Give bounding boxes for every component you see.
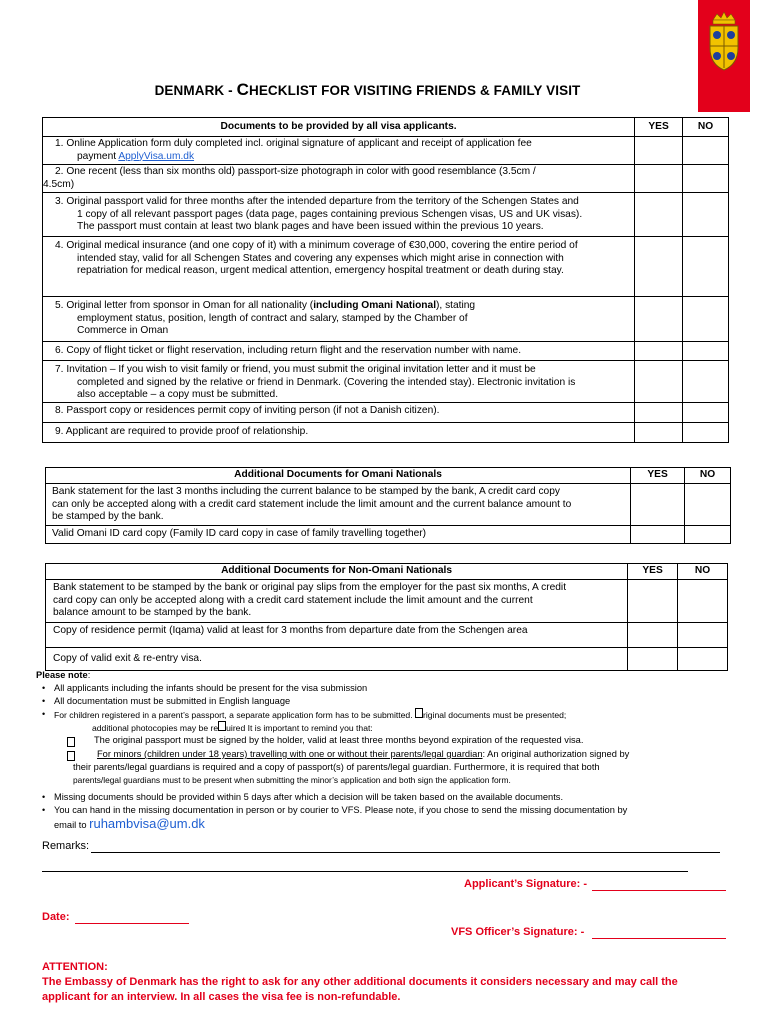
yes-column-header: YES bbox=[628, 564, 678, 580]
remarks-label: Remarks: bbox=[42, 840, 90, 852]
table-row bbox=[43, 165, 729, 193]
note-subitem: their parents/legal guardians is required and a copy of passport(s) of parents/legal guardian. Furthermore, it is required that both bbox=[73, 762, 600, 772]
row-text: ), stating bbox=[436, 300, 476, 311]
table-row bbox=[46, 484, 731, 526]
coat-of-arms-logo bbox=[705, 12, 743, 72]
row-text: balance amount to be stamped by the bank. bbox=[53, 607, 252, 619]
yes-column-header: YES bbox=[631, 468, 685, 484]
date-label: Date: bbox=[42, 911, 70, 923]
no-checkbox-cell[interactable] bbox=[683, 423, 729, 443]
row-text: 4. Original medical insurance (and one copy of it) with a minimum coverage of €30,000, covering the entire period of bbox=[55, 240, 578, 251]
yes-column-header: YES bbox=[635, 118, 683, 137]
yes-checkbox-cell[interactable] bbox=[628, 580, 678, 623]
row-text: Copy of valid exit & re-entry visa. bbox=[53, 653, 202, 664]
note-item: additional photocopies may be re bbox=[92, 723, 219, 733]
yes-checkbox-cell[interactable] bbox=[628, 623, 678, 648]
row-text: Bank statement for the last 3 months including the current balance to be stamped by the bank, A credit card copy bbox=[52, 486, 560, 497]
yes-checkbox-cell[interactable] bbox=[635, 237, 683, 297]
please-note-title: Please note bbox=[36, 670, 88, 680]
checklist-table-all-applicants bbox=[42, 117, 729, 443]
row-text: 1 copy of all relevant passport pages (data page, pages containing previous Schengen visas, US and UK visas). bbox=[77, 208, 583, 220]
page-title: DENMARK - CHECKLIST FOR VISITING FRIENDS & FAMILY VISIT bbox=[154, 80, 581, 99]
note-item: email to bbox=[54, 820, 90, 830]
row-text: employment status, position, length of contract and salary, stamped by the Chamber of bbox=[77, 312, 468, 324]
row-text: 2. One recent (less than six months old) passport-size photograph in color with good resemblance (3.5cm / bbox=[55, 166, 536, 177]
vfs-officer-signature-line[interactable] bbox=[592, 938, 726, 939]
checkbox-icon bbox=[415, 708, 423, 718]
no-checkbox-cell[interactable] bbox=[678, 648, 728, 671]
row-text: completed and signed by the relative or friend in Denmark. (Covering the intended stay). Electronic invitation is bbox=[77, 376, 576, 388]
no-checkbox-cell[interactable] bbox=[678, 580, 728, 623]
row-text: payment bbox=[77, 150, 119, 162]
no-checkbox-cell[interactable] bbox=[683, 165, 729, 193]
bullet-icon: • bbox=[42, 709, 46, 719]
no-checkbox-cell[interactable] bbox=[683, 137, 729, 165]
note-subitem: parents/legal guardians must to be present when submitting the minor’s application and both sign the application form. bbox=[73, 775, 511, 785]
note-item: uired It is important to remind you that: bbox=[226, 723, 373, 733]
table-row bbox=[43, 297, 729, 342]
yes-checkbox-cell[interactable] bbox=[631, 526, 685, 544]
row-text: 5. Original letter from sponsor in Oman for all nationality ( bbox=[55, 300, 314, 311]
no-checkbox-cell[interactable] bbox=[683, 297, 729, 342]
attention-text: applicant for an interview. In all cases the visa fee is non-refundable. bbox=[42, 991, 401, 1003]
remarks-line[interactable] bbox=[91, 852, 720, 853]
date-line[interactable] bbox=[75, 923, 189, 924]
yes-checkbox-cell[interactable] bbox=[635, 342, 683, 361]
row-text: 8. Passport copy or residences permit copy of inviting person (if not a Danish citizen). bbox=[55, 405, 440, 416]
row-text: Bank statement to be stamped by the bank or original pay slips from the employer for the past six months, A credit bbox=[53, 582, 567, 593]
row-text: 6. Copy of flight ticket or flight reservation, including return flight and the reservation number with name. bbox=[55, 345, 522, 356]
row-text: 1. Online Application form duly completed incl. original signature of applicant and receipt of application fee bbox=[55, 138, 532, 149]
note-item: riginal documents must be presented; bbox=[422, 710, 567, 720]
no-column-header: NO bbox=[678, 564, 728, 580]
row-text: Copy of residence permit (Iqama) valid at least for 3 months from departure date from the Schengen area bbox=[53, 625, 528, 636]
table-row bbox=[46, 580, 728, 623]
row-text: intended stay, valid for all Schengen States and covering any expenses which might arise in connection with bbox=[77, 252, 564, 264]
no-checkbox-cell[interactable] bbox=[685, 526, 731, 544]
row-text: The passport must contain at least two blank pages and have been issued within the previous 10 years. bbox=[77, 221, 544, 233]
table-row bbox=[43, 193, 729, 237]
row-text-bold: including Omani National bbox=[313, 300, 437, 311]
table-row bbox=[43, 403, 729, 423]
applicant-signature-label: Applicant’s Signature: - bbox=[464, 878, 588, 890]
please-note-colon: : bbox=[87, 670, 91, 680]
table-row bbox=[46, 648, 728, 671]
no-checkbox-cell[interactable] bbox=[683, 361, 729, 403]
note-subitem-underlined: For minors (children under 18 years) travelling with one or without their parents/legal guardian bbox=[97, 749, 483, 759]
attention-title: ATTENTION: bbox=[42, 961, 108, 973]
remarks-line-2[interactable] bbox=[42, 871, 688, 872]
yes-checkbox-cell[interactable] bbox=[635, 423, 683, 443]
table-row bbox=[46, 526, 731, 544]
row-text: card copy can only be accepted along with a credit card statement include the limit amount and the current bbox=[53, 594, 533, 606]
applicant-signature-line[interactable] bbox=[592, 890, 726, 891]
yes-checkbox-cell[interactable] bbox=[635, 137, 683, 165]
note-item: You can hand in the missing documentation in person or by courier to VFS. Please note, if you chose to send the missing documentation by bbox=[54, 805, 628, 815]
row-text: 3. Original passport valid for three months after the intended departure from the territory of the Schengen States and bbox=[55, 196, 579, 207]
row-text: be stamped by the bank. bbox=[52, 511, 164, 523]
bullet-icon: • bbox=[42, 805, 46, 815]
no-checkbox-cell[interactable] bbox=[683, 342, 729, 361]
row-text: 7. Invitation – If you wish to visit family or friend, you must submit the original invitation letter and it must be bbox=[55, 364, 536, 375]
table-row bbox=[43, 342, 729, 361]
applyvisa-link[interactable]: ApplyVisa.um.dk bbox=[118, 150, 195, 162]
no-checkbox-cell[interactable] bbox=[678, 623, 728, 648]
checklist-table-non-omani-nationals bbox=[45, 563, 728, 671]
table-header: Additional Documents for Non-Omani Nationals bbox=[46, 564, 628, 580]
row-text: Commerce in Oman bbox=[77, 325, 169, 337]
yes-checkbox-cell[interactable] bbox=[635, 403, 683, 423]
attention-section bbox=[42, 960, 742, 1005]
note-item: For children registered in a parent’s passport, a separate application form has to be submitted. bbox=[54, 710, 415, 720]
yes-checkbox-cell[interactable] bbox=[635, 193, 683, 237]
row-text: also acceptable – a copy must be submitted. bbox=[77, 389, 279, 401]
bullet-icon: • bbox=[42, 696, 46, 706]
table-header: Additional Documents for Omani Nationals bbox=[46, 468, 631, 484]
bullet-icon: • bbox=[42, 683, 46, 693]
note-item: All applicants including the infants should be present for the visa submission bbox=[54, 683, 368, 693]
table-header: Documents to be provided by all visa applicants. bbox=[43, 118, 635, 137]
no-column-header: NO bbox=[683, 118, 729, 137]
note-subitem: The original passport must be signed by the holder, valid at least three months beyond expiration of the requested visa. bbox=[94, 735, 584, 745]
row-text: Valid Omani ID card copy (Family ID card copy in case of family travelling together) bbox=[52, 528, 427, 539]
yes-checkbox-cell[interactable] bbox=[635, 361, 683, 403]
no-column-header: NO bbox=[685, 468, 731, 484]
table-row bbox=[43, 237, 729, 297]
vfs-officer-signature-label: VFS Officer’s Signature: - bbox=[451, 926, 585, 938]
yes-checkbox-cell[interactable] bbox=[628, 648, 678, 671]
no-checkbox-cell[interactable] bbox=[683, 403, 729, 423]
yes-checkbox-cell[interactable] bbox=[635, 165, 683, 193]
attention-text: The Embassy of Denmark has the right to ask for any other additional documents it considers necessary and may call the bbox=[42, 976, 678, 988]
row-text: 9. Applicant are required to provide proof of relationship. bbox=[55, 426, 309, 437]
checkbox-icon bbox=[67, 737, 75, 747]
yes-checkbox-cell[interactable] bbox=[631, 484, 685, 526]
yes-checkbox-cell[interactable] bbox=[635, 297, 683, 342]
note-item: All documentation must be submitted in English language bbox=[54, 696, 291, 706]
checkbox-icon bbox=[218, 721, 226, 731]
note-subitem: : An original authorization signed by bbox=[482, 749, 630, 759]
no-checkbox-cell[interactable] bbox=[685, 484, 731, 526]
checklist-table-omani-nationals bbox=[45, 467, 731, 544]
please-note-section bbox=[36, 669, 736, 833]
row-text: repatriation for medical reason, urgent medical attention, emergency hospital treatment or death during stay. bbox=[77, 265, 564, 277]
note-item: Missing documents should be provided within 5 days after which a decision will be taken based on the available documents. bbox=[54, 792, 564, 802]
table-row bbox=[43, 361, 729, 403]
no-checkbox-cell[interactable] bbox=[683, 193, 729, 237]
bullet-icon: • bbox=[42, 792, 46, 802]
no-checkbox-cell[interactable] bbox=[683, 237, 729, 297]
row-text: 4.5cm) bbox=[43, 178, 75, 190]
table-row bbox=[43, 137, 729, 165]
table-row bbox=[43, 423, 729, 443]
row-text: can only be accepted along with a credit card statement include the limit amount and the current balance amount to bbox=[52, 498, 572, 510]
checkbox-icon bbox=[67, 751, 75, 761]
table-row bbox=[46, 623, 728, 648]
email-link[interactable]: ruhambvisa@um.dk bbox=[89, 816, 205, 831]
